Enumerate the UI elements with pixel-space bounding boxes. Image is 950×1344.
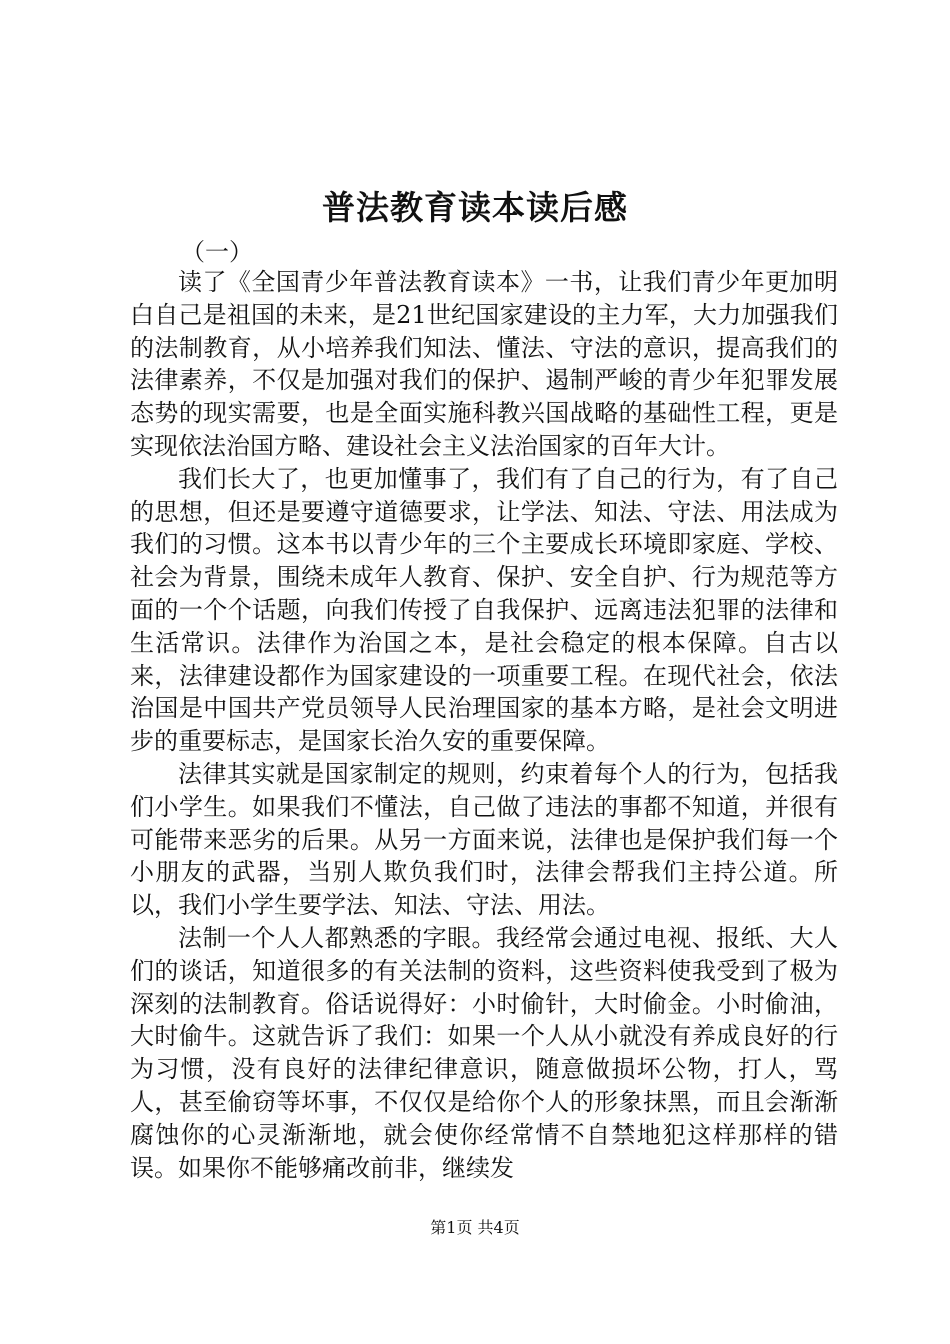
- section-marker: （一）: [181, 238, 253, 266]
- document-body: [130, 266, 838, 1184]
- paragraph-4: 法制一个人人都熟悉的字眼。我经常会通过电视、报纸、大人们的谈话，知道很多的有关法制的资料，这些资料使我受到了极为深刻的法制教育。俗话说得好：小时偷针，大时偷金。小时偷油，大时偷牛。这就告诉了我们：如果一个人从小就没有养成良好的行为习惯，没有良好的法律纪律意识，随意做损坏公物，打人，骂人，甚至偷窃等坏事，不仅仅是给你个人的形象抹黑，而且会渐渐腐蚀你的心灵渐渐地，就会使你经常情不自禁地犯这样那样的错误。如果你不能够痛改前非，继续发: [130, 923, 838, 1182]
- document-title: 普法教育读本读后感: [322, 188, 628, 227]
- paragraph-1: 读了《全国青少年普法教育读本》一书，让我们青少年更加明白自己是祖国的未来，是21世纪国家建设的主力军，大力加强我们的法制教育，从小培养我们知法、懂法、守法的意识，提高我们的法律素养，不仅是加强对我们的保护、遏制严峻的青少年犯罪发展态势的现实需要，也是全面实施科教兴国战略的基础性工程，更是实现依法治国方略、建设社会主义法治国家的百年大计。: [130, 268, 838, 460]
- page-number-footer: 第1页 共4页: [430, 1218, 520, 1237]
- paragraph-3: 法律其实就是国家制定的规则，约束着每个人的行为，包括我们小学生。如果我们不懂法，自己做了违法的事都不知道，并很有可能带来恶劣的后果。从另一方面来说，法律也是保护我们每一个小朋友的武器，当别人欺负我们时，法律会帮我们主持公道。所以，我们小学生要学法、知法、守法、用法。: [130, 759, 838, 920]
- paragraph-2: 我们长大了，也更加懂事了，我们有了自己的行为，有了自己的思想，但还是要遵守道德要求，让学法、知法、守法、用法成为我们的习惯。这本书以青少年的三个主要成长环境即家庭、学校、社会为背景，围绕未成年人教育、保护、安全自护、行为规范等方面的一个个话题，向我们传授了自我保护、远离违法犯罪的法律和生活常识。法律作为治国之本，是社会稳定的根本保障。自古以来，法律建设都作为国家建设的一项重要工程。在现代社会，依法治国是中国共产党员领导人民治理国家的基本方略，是社会文明进步的重要标志，是国家长治久安的重要保障。: [130, 464, 838, 756]
